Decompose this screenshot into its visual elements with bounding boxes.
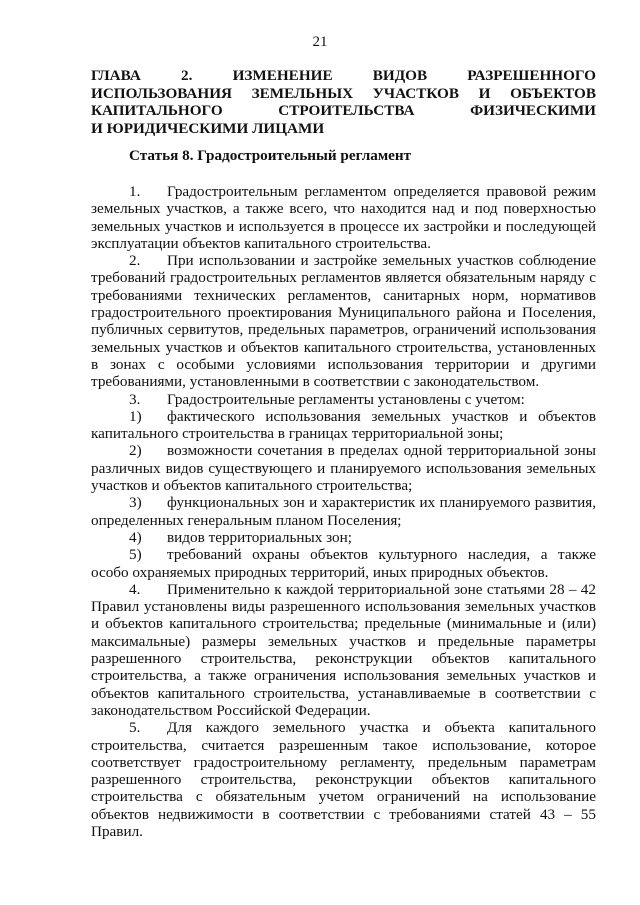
list-item xyxy=(91,529,596,546)
paragraph-number: 1. xyxy=(129,183,141,200)
paragraph xyxy=(91,183,596,252)
paragraph xyxy=(91,719,596,840)
list-item-text: функциональных зон и характеристик их планируемого развития, определенных генеральным планом Поселения; xyxy=(91,494,596,529)
list-item-text: видов территориальных зон; xyxy=(167,528,352,546)
chapter-heading xyxy=(91,67,596,137)
list-item-number: 5) xyxy=(129,546,142,564)
paragraph-number: 4. xyxy=(129,580,141,598)
paragraph-number: 3. xyxy=(129,390,141,408)
paragraph-text: Применительно к каждой территориальной зоне статьями 28 – 42 Правил установлены виды разрешенного использования земельных участков и объектов капитального строительства; предельные (минимальные и (или) максимальные) размеры земельных участков и предельные параметры разрешенного строительства, реконструкции объектов капитального строительства, а также ограничения использования земельных участков и объектов капитального строительства, устанавливаемые в соответствии с законодательством Российской Федерации. xyxy=(91,580,596,719)
paragraph-text: Для каждого земельного участка и объекта капитального строительства, считается разрешенным такое использование, которое соответствует градостроительному регламенту, предельным параметрам разрешенного строительства, реконструкции объектов капитального строительства с обязательным учетом ограничений на использование объектов недвижимости в соответствии с требованиями статей 43 – 55 Правил. xyxy=(91,719,596,840)
list-item-number: 4) xyxy=(129,528,142,546)
page-number: 21 xyxy=(312,34,328,50)
chapter-heading-line: ГЛАВА 2. ИЗМЕНЕНИЕ ВИДОВ РАЗРЕШЕННОГО xyxy=(91,67,596,84)
paragraph xyxy=(91,252,596,390)
chapter-heading-line: ИСПОЛЬЗОВАНИЯ ЗЕМЕЛЬНЫХ УЧАСТКОВ И ОБЪЕКТОВ xyxy=(91,84,596,102)
list-item-text: возможности сочетания в пределах одной территориальной зоны различных видов существующего и планируемого использования земельных участков и объектов капитального строительства; xyxy=(91,442,596,495)
list-item-number: 2) xyxy=(129,442,142,460)
paragraph xyxy=(91,581,596,719)
paragraph-number: 5. xyxy=(129,719,141,737)
article-body xyxy=(91,183,596,840)
list-item xyxy=(91,546,596,581)
chapter-heading-line: И ЮРИДИЧЕСКИМИ ЛИЦАМИ xyxy=(91,119,325,137)
list-item-number: 1) xyxy=(129,407,142,425)
list-item xyxy=(91,442,596,494)
paragraph xyxy=(91,391,596,408)
list-item xyxy=(91,494,596,529)
chapter-heading-line: КАПИТАЛЬНОГО СТРОИТЕЛЬСТВА ФИЗИЧЕСКИМИ xyxy=(91,102,596,120)
article-title: Статья 8. Градостроительный регламент xyxy=(129,147,412,164)
list-item-text: требований охраны объектов культурного наследия, а также особо охраняемых природных территорий, иных природных объектов. xyxy=(91,546,596,581)
paragraph-text: Градостроительные регламенты установлены с учетом: xyxy=(167,390,525,408)
list-item xyxy=(91,408,596,443)
paragraph-text: Градостроительным регламентом определяется правовой режим земельных участков, а также всего, что находится над и под поверхностью земельных участков и используется в процессе их застройки и последующей эксплуатации объектов капитального строительства. xyxy=(91,183,596,252)
paragraph-text: При использовании и застройке земельных участков соблюдение требований градостроительных регламентов является обязательным наряду с требованиями технических регламентов, санитарных норм, нормативов градостроительного проектирования Муниципального района и Поселения, публичных сервитутов, предельных параметров, ограничений использования земельных участков и объектов капитального строительства, установленных в зонах с особыми условиями использования территории и другими требованиями, установленными в соответствии с законодательством. xyxy=(91,252,596,391)
list-item-number: 3) xyxy=(129,494,142,512)
paragraph-number: 2. xyxy=(129,252,141,270)
list-item-text: фактического использования земельных участков и объектов капитального строительства в границах территориальной зоны; xyxy=(91,407,596,443)
